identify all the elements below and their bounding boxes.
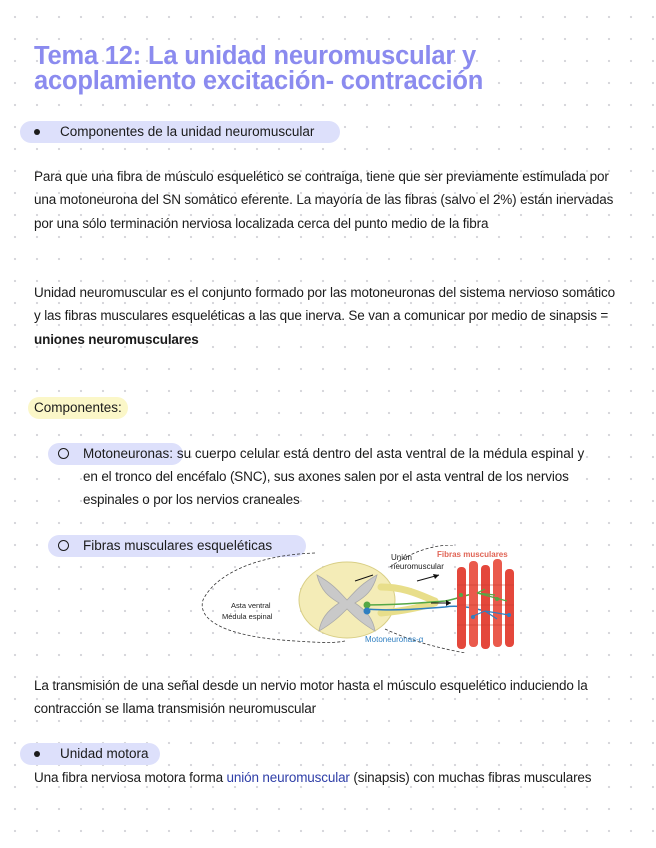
page-title [34,44,634,94]
bullet-icon [34,129,40,135]
section-heading-unidad-motora [20,743,160,765]
muscle-fibers [457,559,514,649]
paragraph-4 [34,766,624,789]
union-neuromuscular-link[interactable]: unión neuromuscular [226,770,350,785]
circle-bullet-icon [58,448,69,459]
label-asta: Asta ventral [231,601,271,610]
label-union-2: neuromuscular [391,562,444,571]
paragraph-2-text: Unidad neuromuscular es el conjunto formado por las motoneuronas del sistema nervioso somático y las fibras musculares esqueléticas a las que inerva. Se van a comunicar por medio de sinapsis = [34,285,615,324]
paragraph-1: Para que una fibra de músculo esquelético se contraiga, tiene que ser previamente estimulada por una motoneurona del SN somático eferente. La mayoría de las fibras (salvo el 2%) están inervadas por una sólo terminación nerviosa localizada cerca del punto medio de la fibra [34,169,614,231]
componentes-label: Componentes: [28,397,128,419]
circle-bullet-icon [58,540,69,551]
section-heading-text: Unidad motora [60,746,149,761]
section-heading-text: Componentes de la unidad neuromuscular [60,124,315,139]
list-item-motoneuronas [48,443,585,465]
label-union: Unión [391,553,412,562]
paragraph-2 [34,281,624,351]
motoneuronas-label: Motoneuronas: [83,446,174,461]
paragraph-4-text-b: (sinapsis) con muchas fibras musculares [349,770,592,785]
paragraph-4-text-a: Una fibra nerviosa motora forma [34,770,227,785]
neuromuscular-diagram [195,545,530,653]
motoneuronas-description: su cuerpo celular está dentro del asta ventral de la médula espinal y [173,446,585,461]
paragraph-3: La transmisión de una señal desde un nervio motor hasta el músculo esquelético induciendo la contracción se llama transmisión neuromuscular [34,678,588,717]
section-heading-componentes [20,121,340,143]
motoneuronas-continuation: en el tronco del encéfalo (SNC), sus axones salen por el asta ventral de los nervios espinales o por los nervios craneales [83,469,569,508]
title-line-1: Tema 12: La unidad neuromuscular y [34,42,476,70]
label-fibras: Fibras musculares [437,550,508,559]
label-motoneuronas: Motoneuronas-α [365,635,424,644]
label-medula: Médula espinal [222,612,273,621]
fibras-label: Fibras musculares esqueléticas [83,538,273,553]
title-line-2: acoplamiento excitación- contracción [34,67,484,95]
bullet-icon [34,751,40,757]
paragraph-2-bold: uniones neuromusculares [34,331,199,347]
